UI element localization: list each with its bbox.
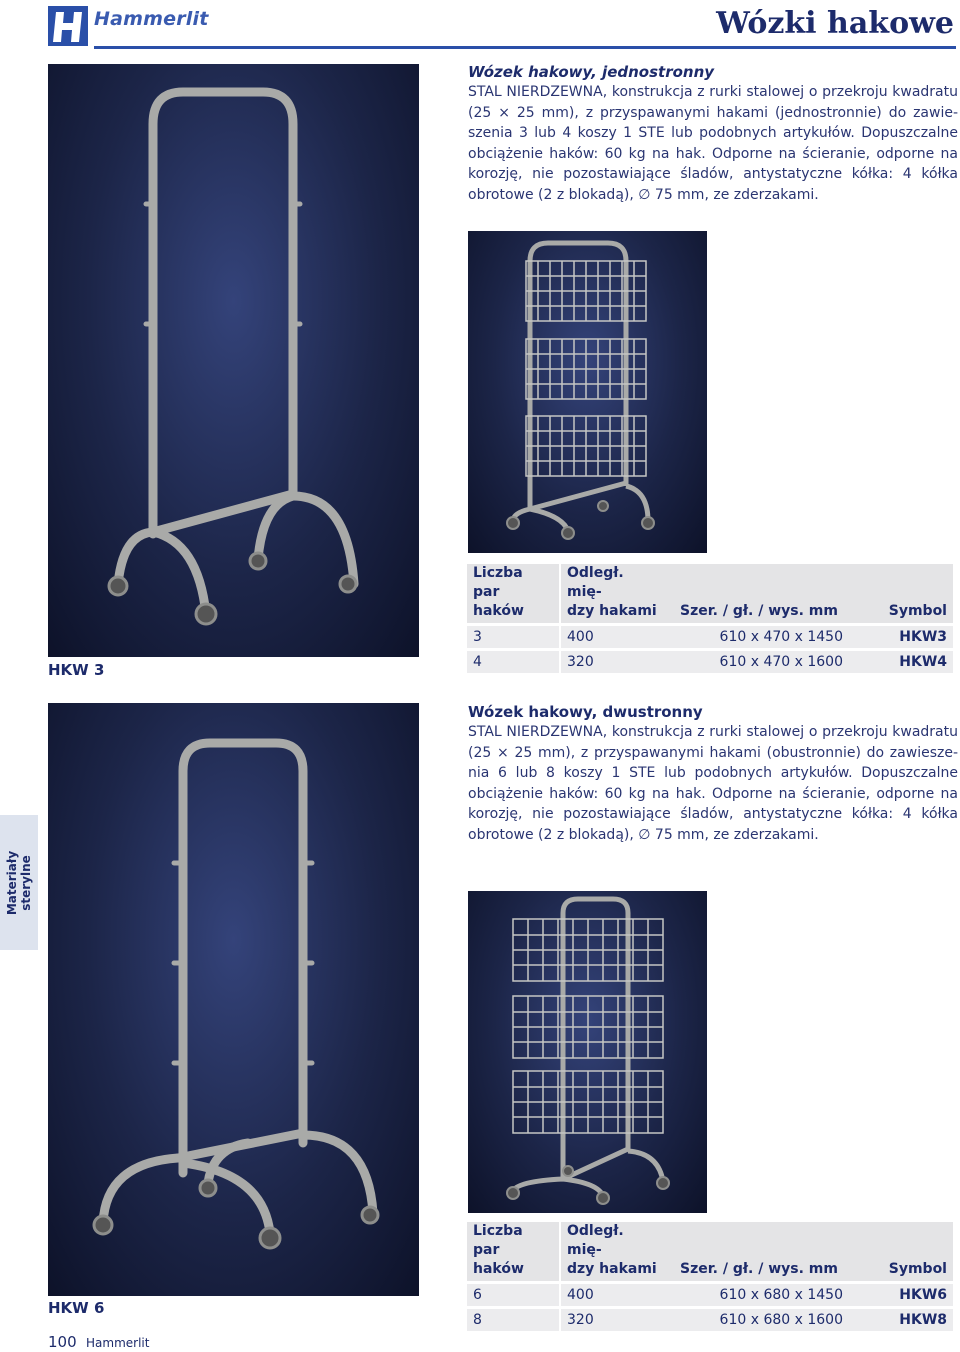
footer-brand: Hammerlit — [86, 1336, 150, 1350]
logo-text: Hammerlit — [94, 8, 209, 30]
product-photo-hkw3-baskets — [468, 231, 707, 553]
product-title: Wózek hakowy, jednostronny — [468, 63, 715, 81]
table-header-row — [467, 1222, 953, 1281]
spec-table-2 — [467, 1219, 953, 1334]
page-number: 100 — [48, 1333, 77, 1351]
cell-pairs: 4 — [467, 651, 559, 673]
side-tab-line1: Materiały — [5, 850, 20, 915]
table-row — [467, 626, 953, 648]
col-header-dimensions: Szer. / gł. / wys. mm — [669, 564, 849, 623]
col-header-symbol: Symbol — [849, 564, 953, 623]
product-title: Wózek hakowy, dwustronny — [468, 703, 703, 721]
photo-label: HKW 3 — [48, 661, 105, 679]
header-rule — [94, 46, 956, 49]
logo-h-icon — [48, 6, 88, 46]
product-photo-hkw6-baskets — [468, 891, 707, 1213]
cell-pairs: 6 — [467, 1284, 559, 1306]
table-row — [467, 1309, 953, 1331]
side-tab-label — [0, 815, 38, 950]
product-photo-hkw6 — [48, 703, 419, 1296]
page-title: Wózki hakowe — [716, 6, 954, 41]
cell-symbol: HKW8 — [849, 1309, 953, 1331]
product-description: STAL NIERDZEWNA, konstrukcja z rurki stalowej o przekroju kwadratu (25 × 25 mm), z przyspawanymi hakami (obustronnie) do zawiesze-nia 6 lub 8 koszy 1 STE lub podobnych artykułów. Dopuszczalne obciążenie haków: 60 kg na hak. Odporne na ścieranie, odporne na korozję, nie pozostawiające śladów, antystatyczne kółka: 4 kółka obrotowe (2 z blokadą), ∅ 75 mm, ze zderzakami. — [468, 724, 958, 843]
logo-mark — [48, 6, 88, 46]
cell-pairs: 3 — [467, 626, 559, 648]
photo-label: HKW 6 — [48, 1299, 105, 1317]
col-header-spacing: Odległ. mię- dzy hakami — [559, 1222, 669, 1281]
cell-symbol: HKW3 — [849, 626, 953, 648]
col-header-spacing: Odległ. mię- dzy hakami — [559, 564, 669, 623]
cell-spacing: 320 — [559, 651, 669, 673]
col-header-dimensions: Szer. / gł. / wys. mm — [669, 1222, 849, 1281]
cell-dimensions: 610 x 680 x 1600 — [669, 1309, 849, 1331]
table-row — [467, 1284, 953, 1306]
side-tab-line2: sterylne — [19, 854, 34, 911]
cell-symbol: HKW4 — [849, 651, 953, 673]
product-photo-hkw3 — [48, 64, 419, 657]
table-header-row — [467, 564, 953, 623]
cell-pairs: 8 — [467, 1309, 559, 1331]
basket-trolley-double-icon — [468, 891, 707, 1213]
hook-trolley-icon — [48, 64, 419, 657]
cell-dimensions: 610 x 470 x 1600 — [669, 651, 849, 673]
cell-spacing: 400 — [559, 626, 669, 648]
cell-spacing: 400 — [559, 1284, 669, 1306]
cell-symbol: HKW6 — [849, 1284, 953, 1306]
spec-table-1 — [467, 561, 953, 676]
col-header-pairs: Liczba par haków — [467, 1222, 559, 1281]
cell-dimensions: 610 x 470 x 1450 — [669, 626, 849, 648]
product-description: STAL NIERDZEWNA, konstrukcja z rurki stalowej o przekroju kwadratu (25 × 25 mm), z przyspawanymi hakami (jednostronnie) do zawie-szenia 3 lub 4 koszy 1 STE lub podobnych artykułów. Dopuszczalne obciążenie haków: 60 kg na hak. Odporne na ścieranie, odporne na korozję, nie pozostawiające śladów, antystatyczne kółka: 4 kółka obrotowe (2 z blokadą), ∅ 75 mm, ze zderzakami. — [468, 84, 958, 203]
col-header-symbol: Symbol — [849, 1222, 953, 1281]
table-row — [467, 651, 953, 673]
hook-trolley-double-icon — [48, 703, 419, 1296]
col-header-pairs: Liczba par haków — [467, 564, 559, 623]
cell-dimensions: 610 x 680 x 1450 — [669, 1284, 849, 1306]
cell-spacing: 320 — [559, 1309, 669, 1331]
basket-trolley-icon — [468, 231, 707, 553]
